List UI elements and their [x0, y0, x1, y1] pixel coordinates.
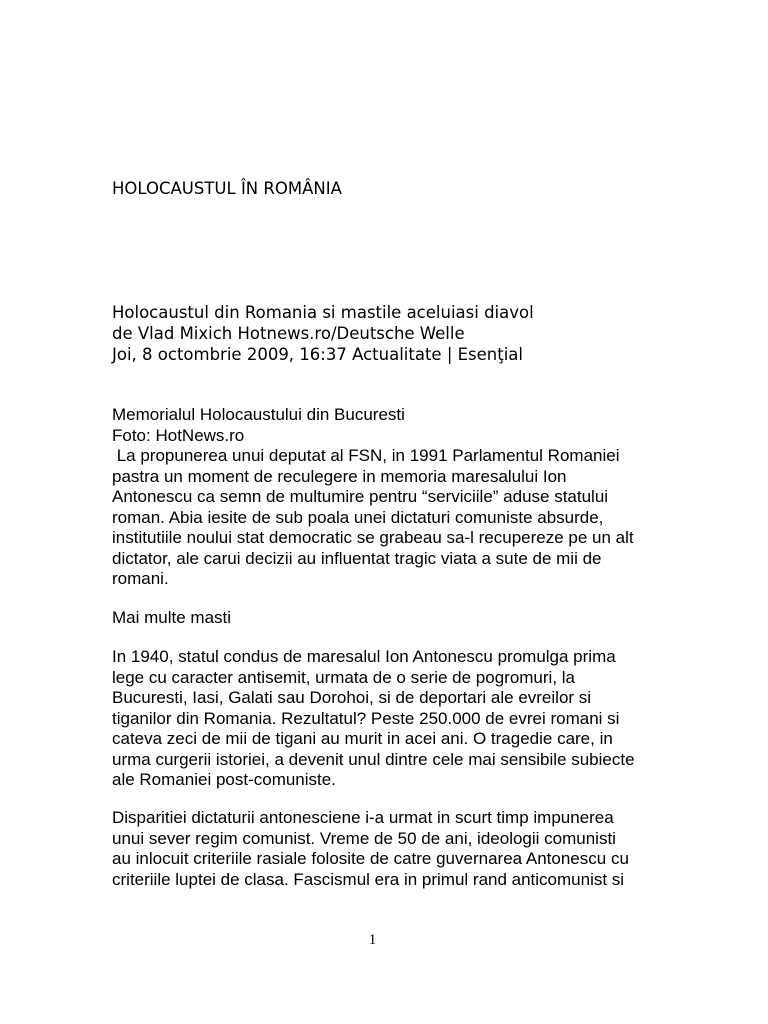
caption-credit: Foto: HotNews.ro [112, 425, 245, 445]
article-byline: de Vlad Mixich Hotnews.ro/Deutsche Welle [112, 324, 465, 343]
paragraph-line: Bucuresti, Iasi, Galati sau Dorohoi, si de deportari ale evreilor si [112, 688, 592, 707]
paragraph-line: urma curgerii istoriei, a devenit unul dintre cele mai sensibile subiecte [112, 749, 635, 769]
document-title: HOLOCAUSTUL ÎN ROMÂNIA [112, 179, 342, 198]
article-headline: Holocaustul din Romania si mastile aceluiasi diavol [112, 303, 534, 322]
paragraph-line: ale Romaniei post-comuniste. [112, 770, 336, 789]
paragraph-line: La propunerea unui deputat al FSN, in 1991 Parlamentul Romaniei [112, 446, 620, 465]
paragraph-line: pastra un moment de reculegere in memoria maresalului Ion [112, 466, 567, 486]
article-dateline: Joi, 8 octombrie 2009, 16:37 Actualitate | Esenţial [112, 345, 524, 364]
paragraph-line: cateva zeci de mii de tigani au murit in acei ani. O tragedie care, in [112, 729, 613, 748]
paragraph-line: lege cu caracter antisemit, urmata de o serie de pogromuri, la [112, 667, 576, 687]
paragraph-line: unui sever regim comunist. Vreme de 50 de ani, ideologii comunisti [112, 828, 616, 848]
paragraph-line: dictator, ale carui decizii au influentat tragic viata a sute de mii de [112, 548, 602, 568]
page-number: 1 [368, 932, 377, 948]
body-paragraph-2 [112, 808, 629, 890]
article-header [112, 302, 534, 365]
caption-line: Memorialul Holocaustului din Bucuresti [112, 405, 405, 424]
body-paragraph-1 [112, 647, 635, 791]
paragraph-line: Antonescu ca semn de multumire pentru “serviciile” aduse statului [112, 487, 609, 506]
photo-caption [112, 405, 405, 446]
paragraph-line: Disparitiei dictaturii antonesciene i-a urmat in scurt timp impunerea [112, 808, 614, 827]
paragraph-line: In 1940, statul condus de maresalul Ion Antonescu promulga prima [112, 647, 616, 666]
paragraph-line: criteriile luptei de clasa. Fascismul era in primul rand anticomunist si [112, 869, 625, 889]
intro-paragraph [112, 446, 634, 590]
paragraph-line: romani. [112, 569, 169, 588]
paragraph-line: roman. Abia iesite de sub poala unei dictaturi comuniste absurde, [112, 507, 604, 527]
paragraph-line: au inlocuit criteriile rasiale folosite de catre guvernarea Antonescu cu [112, 849, 629, 868]
section-heading: Mai multe masti [112, 608, 232, 627]
paragraph-line: institutiile noului stat democratic se grabeau sa-l recupereze pe un alt [112, 528, 634, 547]
paragraph-line: tiganilor din Romania. Rezultatul? Peste 250.000 de evrei romani si [112, 708, 620, 728]
